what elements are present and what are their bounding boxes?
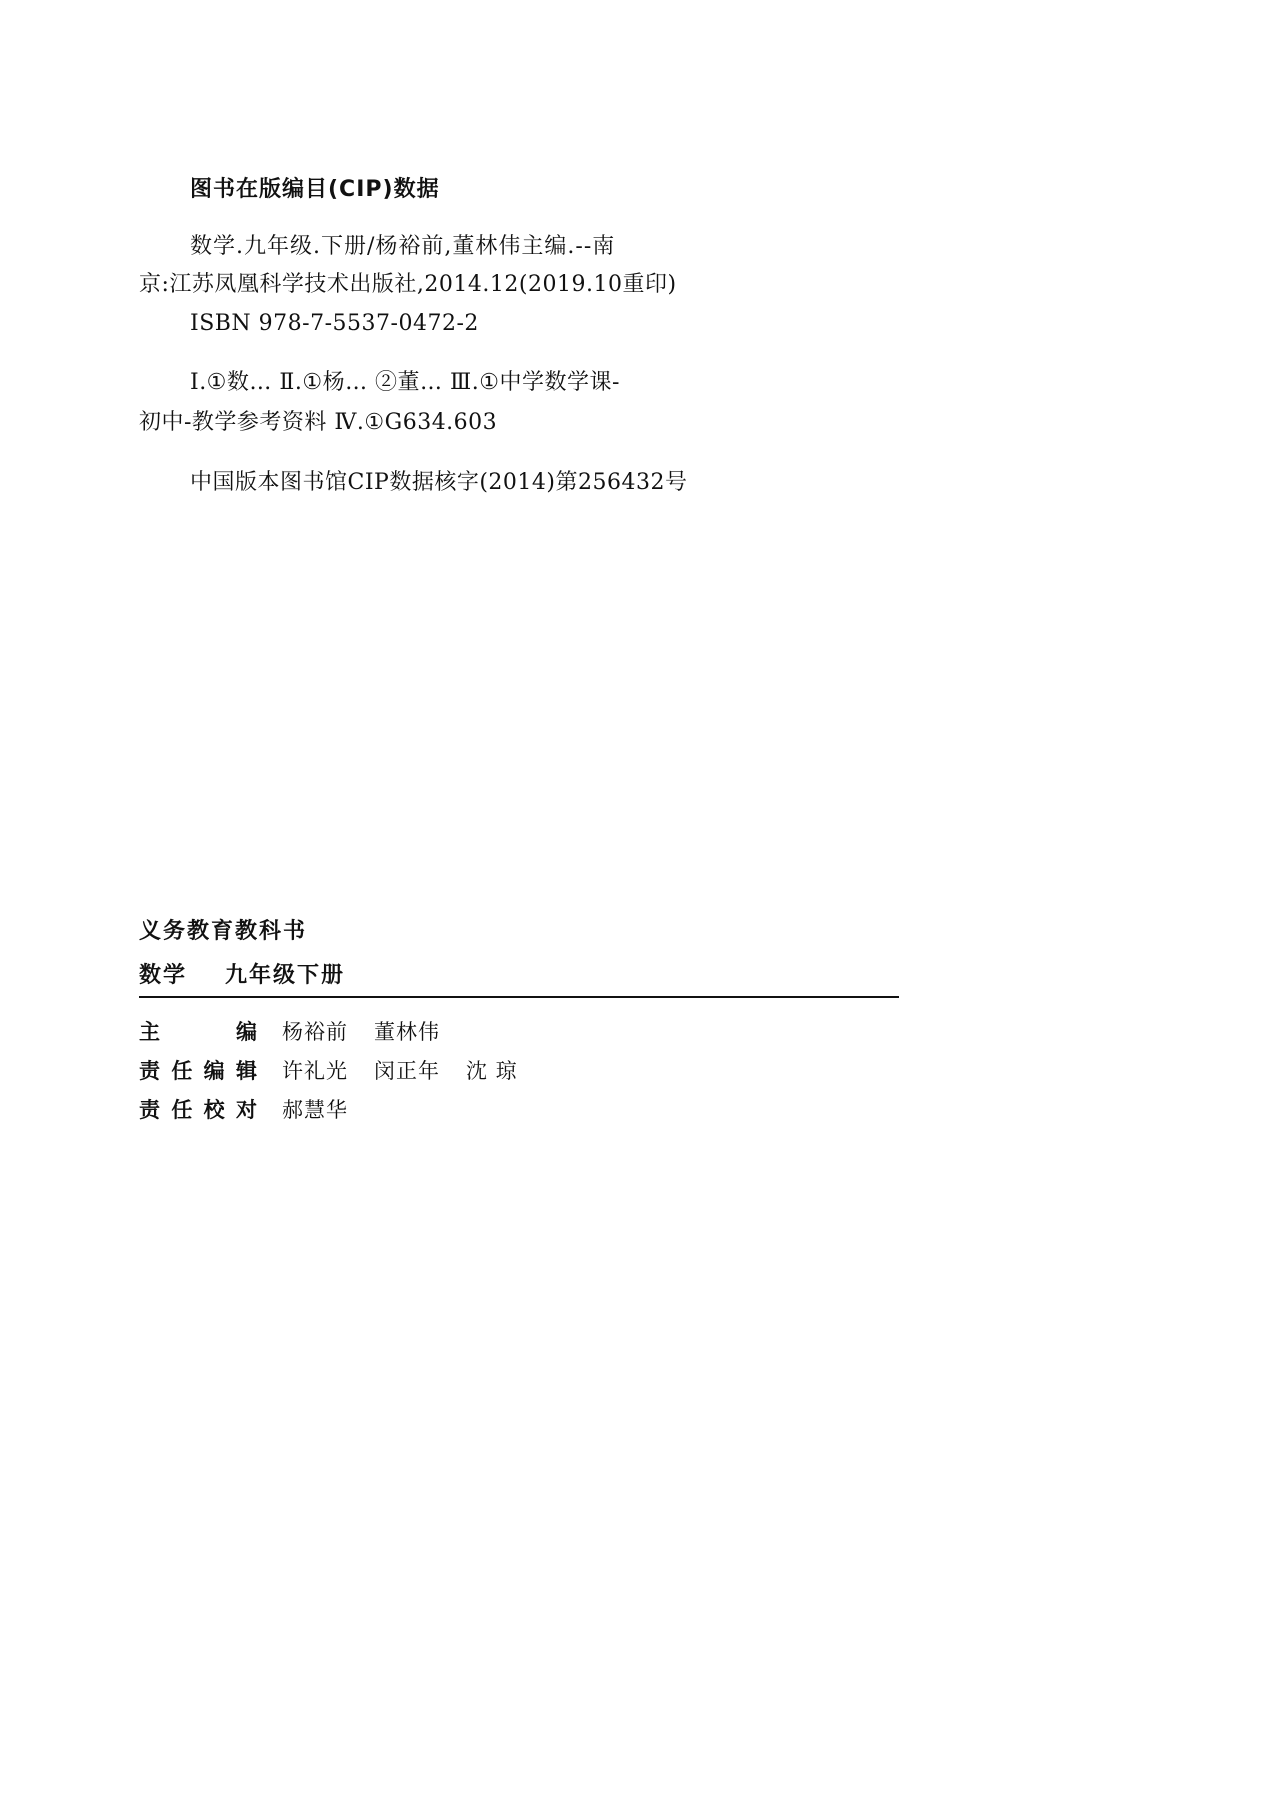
label-char: 主 — [139, 1020, 160, 1044]
credit-value-responsible-editor — [282, 1055, 518, 1085]
label-char: 任 — [171, 1098, 193, 1122]
cip-record-number-line: 中国版本图书馆CIP数据核字(2014)第256432号 — [190, 470, 688, 495]
cip-isbn-line: ISBN 978-7-5537-0472-2 — [190, 311, 479, 336]
divider-rule — [139, 996, 899, 998]
person-name: 闵正年 — [374, 1059, 440, 1083]
credit-label-responsible-editor — [139, 1055, 257, 1085]
cip-publisher-line: 京:江苏凤凰科学技术出版社,2014.12(2019.10重印) — [139, 272, 677, 297]
person-name: 杨裕前 — [282, 1020, 348, 1044]
person-name: 董林伟 — [374, 1020, 440, 1044]
person-name: 沈 琼 — [466, 1059, 518, 1083]
label-char: 任 — [171, 1059, 193, 1083]
label-char: 责 — [139, 1059, 160, 1083]
book-title — [139, 958, 345, 989]
cip-subject-line: Ⅰ.①数… Ⅱ.①杨… ②董… Ⅲ.①中学数学课- — [190, 370, 620, 395]
label-char: 对 — [235, 1098, 257, 1122]
book-subject: 数学 — [139, 963, 188, 988]
credit-value-proofreader — [282, 1094, 348, 1124]
credit-label-chief-editor — [139, 1016, 257, 1046]
label-char: 校 — [203, 1098, 225, 1122]
label-char: 编 — [236, 1020, 257, 1044]
label-char: 责 — [139, 1098, 160, 1122]
book-grade: 九年级下册 — [225, 963, 346, 988]
label-char: 辑 — [235, 1059, 257, 1083]
series-title: 义务教育教科书 — [139, 919, 308, 944]
credit-label-proofreader — [139, 1094, 257, 1124]
cip-heading: 图书在版编目(CIP)数据 — [190, 177, 440, 202]
cip-classification-line: 初中-教学参考资料 Ⅳ.①G634.603 — [139, 410, 498, 435]
label-char: 编 — [203, 1059, 225, 1083]
person-name: 许礼光 — [282, 1059, 348, 1083]
person-name: 郝慧华 — [282, 1098, 348, 1122]
cip-title-line: 数学.九年级.下册/杨裕前,董林伟主编.--南 — [190, 234, 616, 259]
credit-value-chief-editor — [282, 1016, 440, 1046]
